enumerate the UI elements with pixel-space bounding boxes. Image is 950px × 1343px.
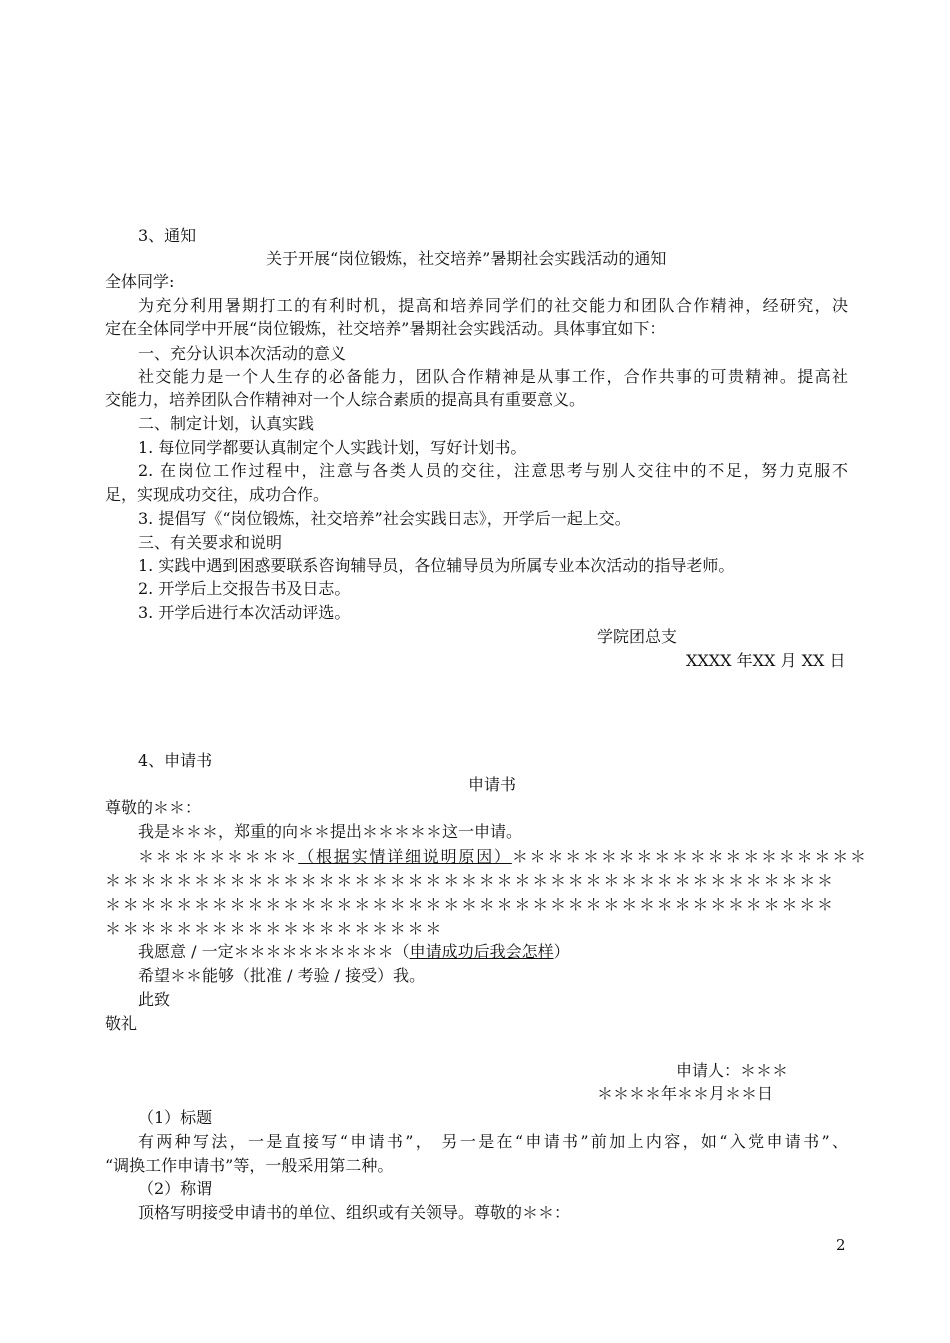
notice-heading-3: 三、有关要求和说明	[138, 533, 283, 552]
notice-item-2-line-2: 足，实现成功交往，成功合作。	[105, 485, 330, 504]
notice-title: 关于开展“岗位锻炼，社交培养”暑期社会实践活动的通知	[266, 249, 667, 268]
notice-req-3: 3. 开学后进行本次活动评选。	[138, 603, 351, 622]
application-date: ＊＊＊＊年＊＊月＊＊日	[597, 1084, 774, 1103]
willing-placeholder: 申请成功后我会怎样	[409, 942, 554, 961]
notice-item-2-line-1: 2. 在岗位工作过程中，注意与各类人员的交往，注意思考与别人交往中的不足，努力克服不	[138, 461, 848, 480]
notice-signer: 学院团总支	[597, 627, 678, 646]
guide-heading-2: （2）称谓	[138, 1179, 213, 1198]
application-stars-line-2: ＊＊＊＊＊＊＊＊＊＊＊＊＊＊＊＊＊＊＊＊＊＊＊＊＊＊＊＊＊＊＊＊＊＊＊＊＊＊＊＊＊	[105, 871, 835, 890]
willing-tail: ）	[553, 942, 570, 961]
notice-req-1: 1. 实践中遇到困惑要联系咨询辅导员，各位辅导员为所属专业本次活动的指导老师。	[138, 556, 735, 575]
application-cizhi: 此致	[138, 990, 171, 1009]
notice-salutation: 全体同学:	[105, 272, 175, 291]
stars-tail: ＊＊＊＊＊＊＊＊＊＊＊＊＊＊＊＊＊＊＊＊	[511, 847, 868, 866]
guide-para-1-line-1: 有两种写法，一是直接写“申请书”， 另一是在“申请书”前加上内容，如“入党申请书”、	[138, 1132, 848, 1151]
notice-date: XXXX 年XX 月 XX 日	[686, 651, 846, 670]
notice-item-3: 3. 提倡写《“岗位锻炼，社交培养”社会实践日志》，开学后一起上交。	[138, 509, 631, 528]
reason-placeholder: （根据实情详细说明原因）	[298, 847, 512, 866]
willing-lead: 我愿意 / 一定＊＊＊＊＊＊＊＊＊＊（	[138, 942, 410, 961]
notice-req-2: 2. 开学后上交报告书及日志。	[138, 579, 351, 598]
notice-heading-1: 一、充分认识本次活动的意义	[138, 344, 347, 363]
notice-heading-2: 二、制定计划，认真实践	[138, 414, 315, 433]
application-hope: 希望＊＊能够（批准 / 考验 / 接受）我。	[138, 966, 426, 985]
application-salutation: 尊敬的＊＊：	[105, 798, 202, 817]
application-stars-line-4: ＊＊＊＊＊＊＊＊＊＊＊＊＊＊＊＊＊＊＊	[105, 919, 444, 938]
guide-heading-1: （1）标题	[138, 1108, 213, 1127]
application-stars-line-1	[138, 845, 868, 869]
section-heading-application: 4、申请书	[138, 751, 213, 770]
application-para-1: 我是＊＊＊，郑重的向＊＊提出＊＊＊＊＊这一申请。	[138, 822, 523, 841]
page-number: 2	[836, 1236, 846, 1254]
guide-para-1-line-2: “调换工作申请书”等，一般采用第二种。	[105, 1156, 394, 1175]
application-applicant: 申请人：＊＊＊	[676, 1061, 789, 1080]
notice-item-1: 1. 每位同学都要认真制定个人实践计划，写好计划书。	[138, 438, 527, 457]
section-heading-notice: 3、通知	[138, 226, 197, 245]
notice-para-1-line-2: 交能力，培养团队合作精神对一个人综合素质的提高具有重要意义。	[105, 390, 586, 409]
application-willing	[138, 941, 570, 963]
notice-intro-line-2: 定在全体同学中开展“岗位锻炼，社交培养”暑期社会实践活动。具体事宜如下：	[105, 319, 666, 338]
notice-para-1-line-1: 社交能力是一个人生存的必备能力，团队合作精神是从事工作，合作共事的可贵精神。提高社	[138, 367, 848, 386]
application-jingli: 敬礼	[105, 1014, 138, 1033]
application-stars-line-3: ＊＊＊＊＊＊＊＊＊＊＊＊＊＊＊＊＊＊＊＊＊＊＊＊＊＊＊＊＊＊＊＊＊＊＊＊＊＊＊＊＊	[105, 895, 835, 914]
guide-para-2: 顶格写明接受申请书的单位、组织或有关领导。尊敬的＊＊：	[138, 1203, 571, 1222]
notice-intro-line-1: 为充分利用暑期打工的有利时机，提高和培养同学们的社交能力和团队合作精神，经研究，决	[138, 296, 848, 315]
application-title: 申请书	[468, 775, 517, 794]
stars-lead: ＊＊＊＊＊＊＊＊＊	[138, 847, 299, 866]
